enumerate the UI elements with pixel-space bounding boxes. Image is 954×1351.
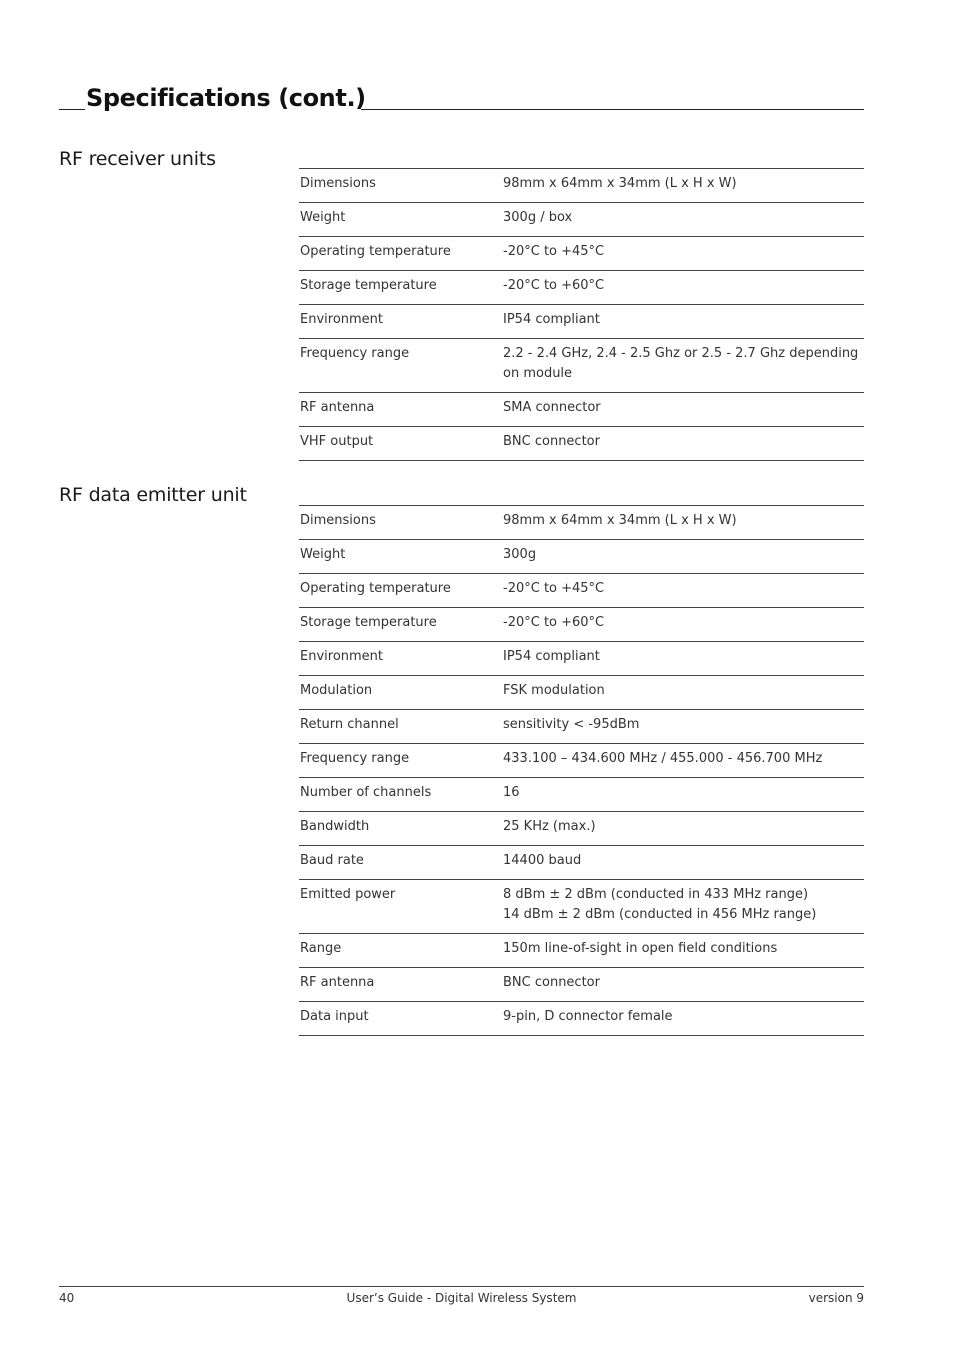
spec-key: Emitted power [300, 887, 396, 902]
spec-value: 300g / box [503, 210, 573, 225]
spec-value: SMA connector [503, 400, 601, 415]
spec-key: Number of channels [300, 785, 432, 800]
table-row [299, 812, 864, 846]
spec-key: Baud rate [300, 853, 364, 868]
table-row [299, 169, 864, 203]
spec-value: 9-pin, D connector female [503, 1009, 673, 1024]
spec-value: BNC connector [503, 975, 600, 990]
page-title: Specifications (cont.) [86, 84, 366, 112]
spec-value: sensitivity < -95dBm [503, 717, 640, 732]
spec-key: Weight [300, 547, 346, 562]
spec-key: VHF output [300, 434, 374, 449]
spec-key: Modulation [300, 683, 373, 698]
table-row [299, 1002, 864, 1036]
spec-key: RF antenna [300, 400, 375, 415]
spec-value: -20°C to +45°C [503, 581, 605, 596]
spec-key: RF antenna [300, 975, 375, 990]
spec-value: BNC connector [503, 434, 600, 449]
spec-key: Weight [300, 210, 346, 225]
spec-key: Frequency range [300, 751, 410, 766]
spec-value: 2.2 - 2.4 GHz, 2.4 - 2.5 Ghz or 2.5 - 2.7 Ghz depending on module [503, 346, 859, 381]
page-number: 40 [59, 1291, 75, 1305]
spec-key: Bandwidth [300, 819, 370, 834]
spec-key: Data input [300, 1009, 369, 1024]
table-row [299, 744, 864, 778]
spec-key: Storage temperature [300, 278, 437, 293]
table-row [299, 305, 864, 339]
spec-value: 16 [503, 785, 520, 800]
heading-rule-right [361, 109, 864, 110]
table-row [299, 540, 864, 574]
footer-guide-title: User’s Guide - Digital Wireless System [346, 1291, 577, 1305]
heading-rule-left [59, 109, 85, 110]
spec-value: -20°C to +60°C [503, 278, 605, 293]
table-row [299, 710, 864, 744]
spec-value: 98mm x 64mm x 34mm (L x H x W) [503, 513, 737, 528]
spec-key: Range [300, 941, 342, 956]
spec-key: Operating temperature [300, 244, 451, 259]
spec-key: Storage temperature [300, 615, 437, 630]
spec-key: Dimensions [300, 176, 376, 191]
spec-value: 25 KHz (max.) [503, 819, 596, 834]
spec-key: Return channel [300, 717, 399, 732]
table-row [299, 778, 864, 812]
table-row [299, 203, 864, 237]
section-title-rf-receiver: RF receiver units [59, 148, 216, 170]
table-row [299, 846, 864, 880]
spec-key: Dimensions [300, 513, 376, 528]
spec-value: -20°C to +60°C [503, 615, 605, 630]
spec-key: Environment [300, 649, 384, 664]
spec-value: IP54 compliant [503, 649, 600, 664]
table-row [299, 271, 864, 305]
rf-receiver-spec-table [299, 168, 864, 461]
table-row [299, 506, 864, 540]
table-row [299, 676, 864, 710]
table-row [299, 574, 864, 608]
spec-key: Operating temperature [300, 581, 451, 596]
spec-value: FSK modulation [503, 683, 605, 698]
footer-version: version 9 [808, 1291, 864, 1305]
spec-key: Environment [300, 312, 384, 327]
table-row [299, 934, 864, 968]
table-row [299, 642, 864, 676]
page-footer [59, 1286, 864, 1305]
rf-emitter-spec-table [299, 505, 864, 1036]
table-row [299, 608, 864, 642]
table-row [299, 427, 864, 461]
spec-value: -20°C to +45°C [503, 244, 605, 259]
table-row [299, 393, 864, 427]
spec-value: 300g [503, 547, 537, 562]
table-row [299, 880, 864, 934]
table-row [299, 237, 864, 271]
page-heading [59, 84, 864, 124]
table-row [299, 339, 864, 393]
spec-value: IP54 compliant [503, 312, 600, 327]
spec-value: 14400 baud [503, 853, 582, 868]
table-row [299, 968, 864, 1002]
spec-value: 8 dBm ± 2 dBm (conducted in 433 MHz range) 14 dBm ± 2 dBm (conducted in 456 MHz range) [503, 887, 817, 922]
spec-value: 150m line-of-sight in open field conditions [503, 941, 778, 956]
spec-value: 433.100 – 434.600 MHz / 455.000 - 456.700 MHz [503, 751, 823, 766]
section-title-rf-emitter: RF data emitter unit [59, 484, 247, 506]
spec-value: 98mm x 64mm x 34mm (L x H x W) [503, 176, 737, 191]
spec-key: Frequency range [300, 346, 410, 361]
